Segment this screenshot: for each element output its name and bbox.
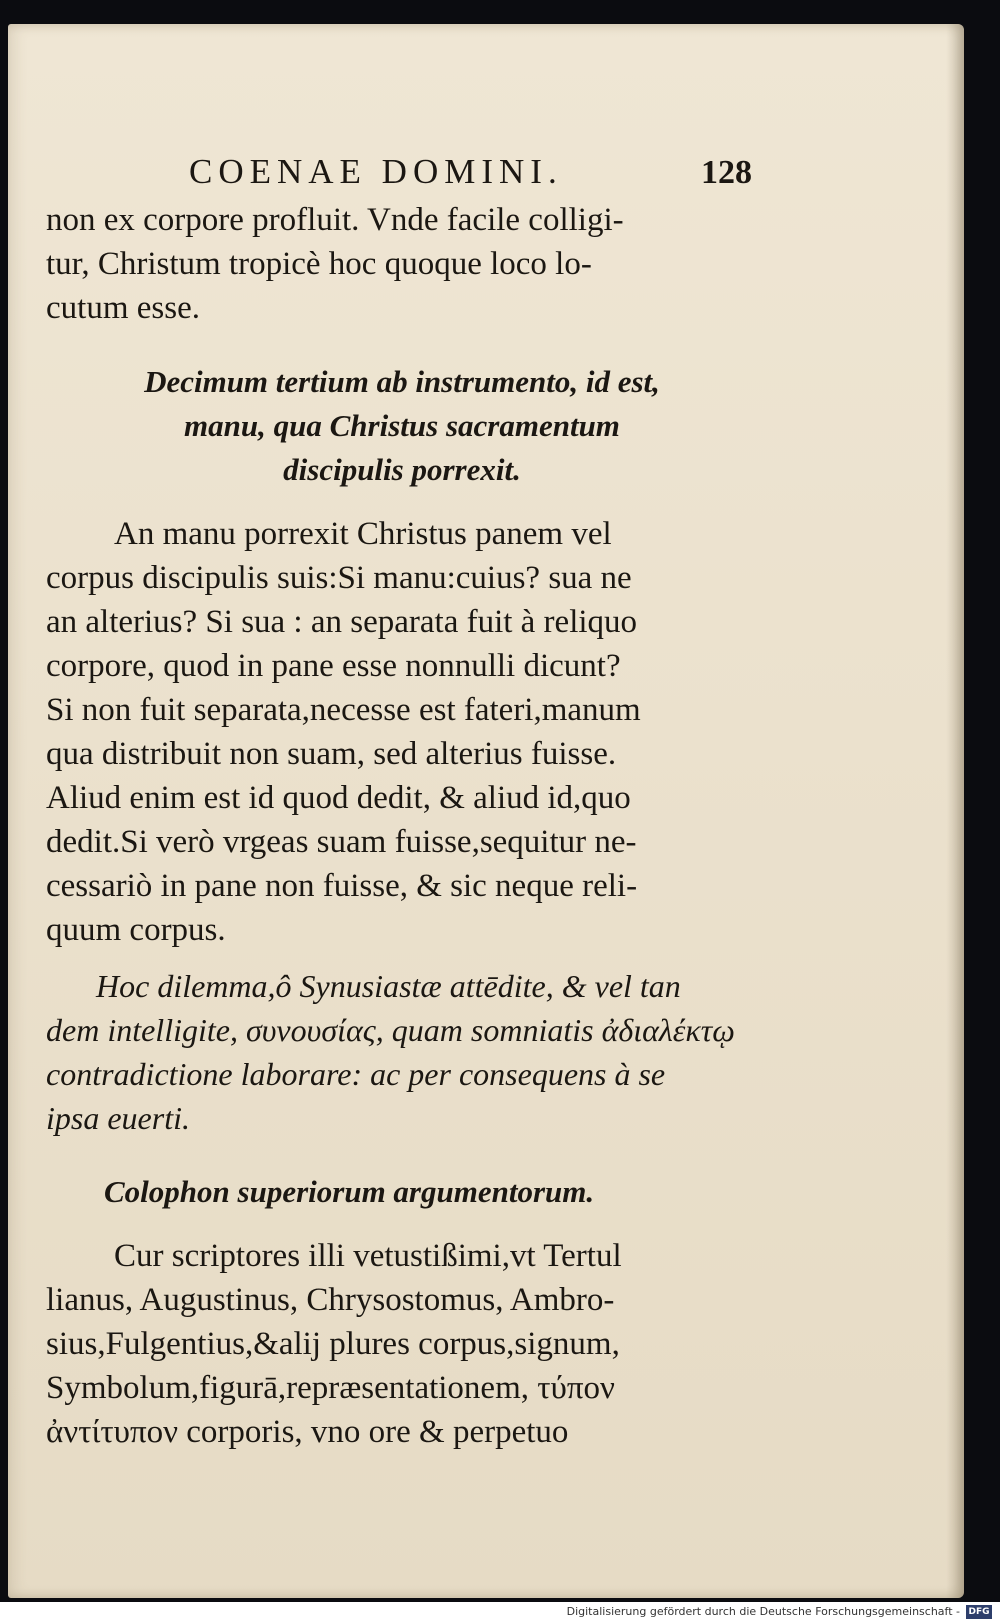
heading-line: discipulis porrexit.: [283, 452, 521, 487]
text-line: sius,Fulgentius,&alij plures corpus,signum,: [46, 1326, 620, 1362]
funding-credit: Digitalisierung gefördert durch die Deutsche Forschungsgemeinschaft -: [566, 1605, 960, 1618]
text-line: contradictione laborare: ac per consequens à se: [46, 1056, 666, 1092]
text-line: Si non fuit separata,necesse est fateri,manum: [46, 692, 641, 728]
text-line: corpore, quod in pane esse nonnulli dicunt?: [46, 648, 621, 684]
section-heading-colophon: Colophon superiorum argumentorum.: [104, 1174, 595, 1209]
book-page: [8, 24, 964, 1598]
running-head: [46, 136, 758, 198]
page-number: 128: [701, 154, 752, 191]
heading-line: Decimum tertium ab instrumento, id est,: [144, 364, 660, 399]
section-heading-decimum-tertium: [46, 360, 758, 492]
text-line: ipsa euerti.: [46, 1100, 190, 1136]
text-line: Symbolum,figurā,repræsentationem, τύπον: [46, 1370, 615, 1406]
text-line: cessariò in pane non fuisse, & sic neque reli-: [46, 868, 638, 904]
text-line: lianus, Augustinus, Chrysostomus, Ambro-: [46, 1282, 615, 1318]
text-line: ἀντίτυπον corporis, vno ore & perpetuo: [46, 1414, 569, 1450]
text-line: dem intelligite, συνουσίας, quam somniatis ἀδιαλέκτῳ: [46, 1012, 735, 1048]
paragraph-cur-scriptores: [46, 1234, 758, 1454]
paragraph-an-manu: [46, 512, 758, 952]
text-line: Cur scriptores illi vetustißimi,vt Tertul: [114, 1238, 622, 1274]
digitization-footer: [0, 1602, 1000, 1623]
text-line: non ex corpore profluit. Vnde facile colligi-: [46, 202, 624, 238]
text-line: Hoc dilemma,ô Synusiastæ attēdite, & vel tan: [96, 968, 681, 1004]
paragraph-continuation: [46, 198, 758, 330]
text-line: An manu porrexit Christus panem vel: [114, 516, 612, 552]
text-line: quum corpus.: [46, 912, 226, 948]
text-line: an alterius? Si sua : an separata fuit à reliquo: [46, 604, 638, 640]
page-text-block: [46, 136, 758, 1454]
text-line: tur, Christum tropicè hoc quoque loco lo-: [46, 246, 592, 282]
heading-line: manu, qua Christus sacramentum: [184, 408, 620, 443]
running-title: COENAE DOMINI.: [189, 152, 563, 191]
text-line: Aliud enim est id quod dedit, & aliud id,quo: [46, 780, 631, 816]
dfg-logo: DFG: [966, 1605, 992, 1619]
text-line: dedit.Si verò vrgeas suam fuisse,sequitur ne-: [46, 824, 637, 860]
text-line: cutum esse.: [46, 290, 200, 326]
text-line: qua distribuit non suam, sed alterius fuisse.: [46, 736, 617, 772]
paragraph-hoc-dilemma: [46, 964, 758, 1140]
text-line: corpus discipulis suis:Si manu:cuius? sua ne: [46, 560, 632, 596]
